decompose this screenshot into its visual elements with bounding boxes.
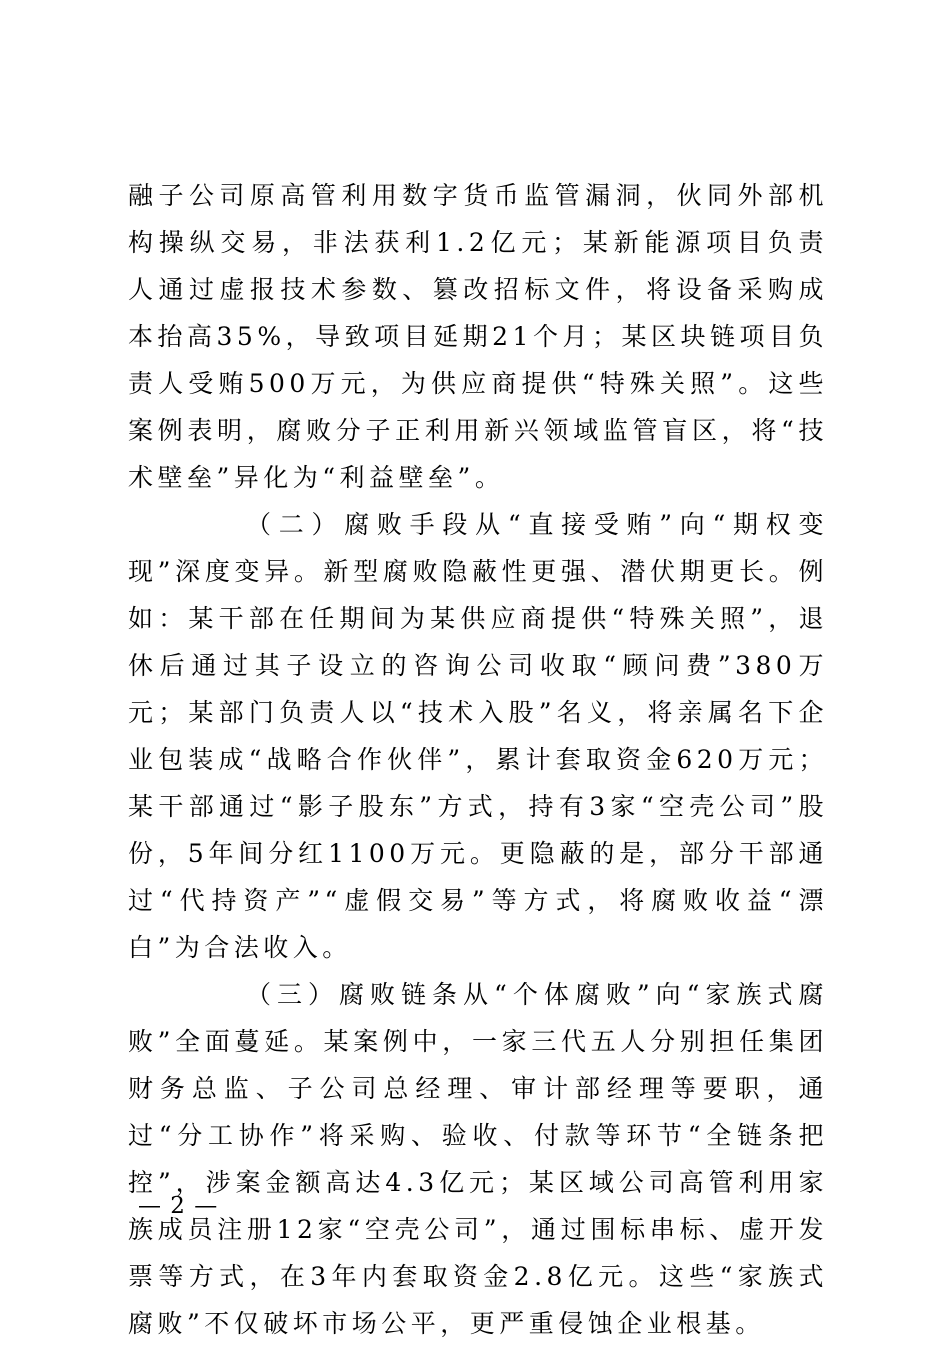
- page-number: — 2 —: [138, 1193, 219, 1219]
- document-body: [128, 172, 828, 1347]
- paragraph-continuation: 融子公司原高管利用数字货币监管漏洞，伙同外部机构操纵交易，非法获利1.2亿元；某新能源项目负责人通过虚报技术参数、篡改招标文件，将设备采购成本抬高35%，导致项目延期21个月；某区块链项目负责人受贿500万元，为供应商提供“特殊关照”。这些案例表明，腐败分子正利用新兴领域监管盲区，将“技术壁垒”异化为“利益壁垒”。: [128, 181, 828, 492]
- paragraph-section-two: （二）腐败手段从“直接受贿”向“期权变现”深度变异。新型腐败隐蔽性更强、潜伏期更长。例如：某干部在任期间为某供应商提供“特殊关照”，退休后通过其子设立的咨询公司收取“顾问费”380万元；某部门负责人以“技术入股”名义，将亲属名下企业包装成“战略合作伙伴”，累计套取资金620万元；某干部通过“影子股东”方式，持有3家“空壳公司”股份，5年间分红1100万元。更隐蔽的是，部分干部通过“代持资产”“虚假交易”等方式，将腐败收益“漂白”为合法收入。: [128, 510, 828, 962]
- paragraph-section-three: （三）腐败链条从“个体腐败”向“家族式腐败”全面蔓延。某案例中，一家三代五人分别担任集团财务总监、子公司总经理、审计部经理等要职，通过“分工协作”将采购、验收、付款等环节“全链条把控”，涉案金额高达4.3亿元；某区域公司高管利用家族成员注册12家“空壳公司”，通过围标串标、虚开发票等方式，在3年内套取资金2.8亿元。这些“家族式腐败”不仅破坏市场公平，更严重侵蚀企业根基。: [128, 980, 828, 1338]
